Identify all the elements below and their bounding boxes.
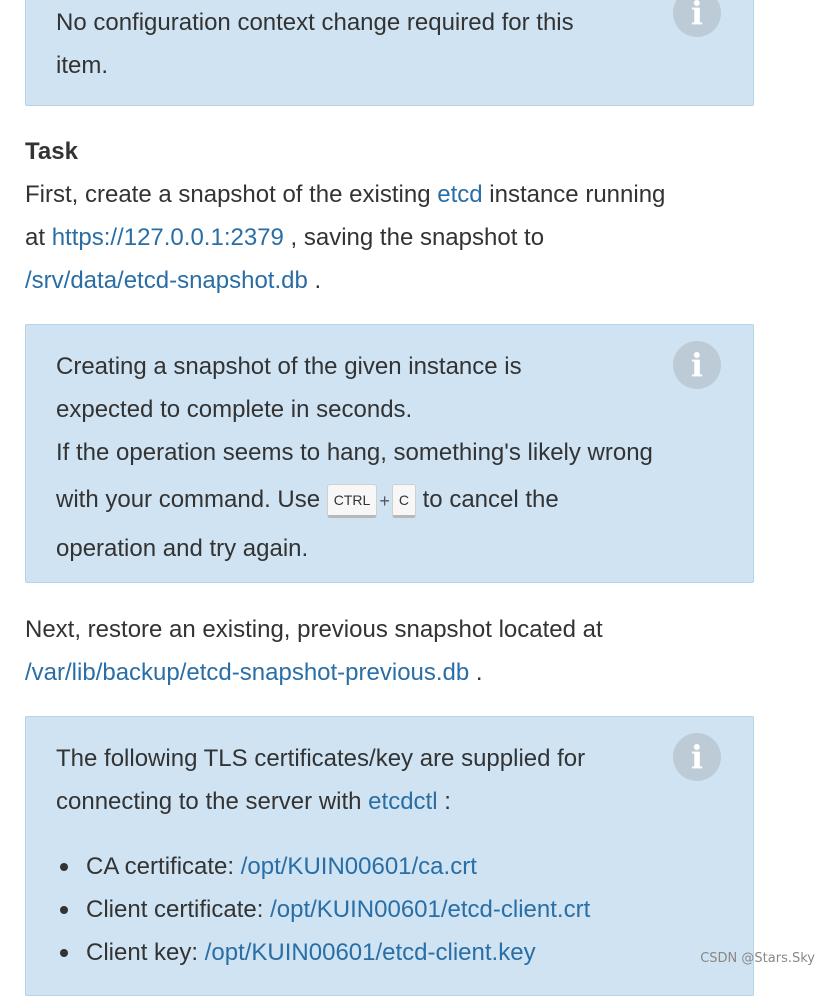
- restore-line1: Next, restore an existing, previous snapshot located at: [25, 616, 603, 643]
- watermark: CSDN @Stars.Sky: [700, 951, 815, 966]
- snapshot-note-line4-post: to cancel the: [415, 486, 559, 513]
- task-line1-post: instance running: [482, 181, 666, 208]
- etcdctl-code: etcdctl: [368, 788, 438, 815]
- ctrl-key: CTRL: [327, 484, 378, 518]
- cert-path-code: /opt/KUIN00601/etcd-client.key: [204, 939, 536, 966]
- snapshot-note: [25, 324, 754, 583]
- task-line2-text: at: [25, 224, 52, 251]
- snapshot-note-line2: expected to complete in seconds.: [56, 396, 413, 423]
- info-icon: i: [673, 733, 721, 781]
- cert-path-code: /opt/KUIN00601/etcd-client.crt: [270, 896, 591, 923]
- tls-note-line2-post: :: [437, 788, 451, 815]
- tls-note-line1: The following TLS certificates/key are supplied for: [56, 745, 586, 772]
- snapshot-note-line5: operation and try again.: [56, 535, 309, 562]
- context-note-line1: No configuration context change required for this: [56, 9, 574, 36]
- previous-snapshot-path-code: /var/lib/backup/etcd-snapshot-previous.db: [25, 659, 470, 686]
- info-icon: i: [673, 341, 721, 389]
- task-line3: [25, 259, 321, 302]
- cert-list: [26, 845, 673, 974]
- context-note: [25, 0, 754, 106]
- cert-label: CA certificate:: [86, 853, 241, 880]
- tls-note-line2: [56, 780, 673, 823]
- snapshot-note-line1: Creating a snapshot of the given instance is: [56, 353, 522, 380]
- cert-path-code: /opt/KUIN00601/ca.crt: [240, 853, 477, 880]
- restore-line2-post: .: [469, 659, 483, 686]
- snapshot-path-code: /srv/data/etcd-snapshot.db: [25, 267, 308, 294]
- cert-label: Client key:: [86, 939, 205, 966]
- snapshot-note-line4: [56, 474, 673, 527]
- task-line1: [25, 173, 665, 216]
- restore-line2: [25, 651, 483, 694]
- task-line2: [25, 216, 544, 259]
- tls-note-line2-text: connecting to the server with: [56, 788, 369, 815]
- etcd-code: etcd: [437, 181, 483, 208]
- info-icon: i: [673, 0, 721, 37]
- list-item: [26, 888, 673, 931]
- plus-sign: +: [379, 491, 390, 511]
- snapshot-note-line4-text: with your command. Use: [56, 486, 327, 513]
- endpoint-code: https://127.0.0.1:2379: [51, 224, 284, 251]
- tls-note: [25, 716, 754, 996]
- c-key: C: [392, 484, 416, 518]
- task-heading: Task: [25, 138, 78, 165]
- task-line2-post: , saving the snapshot to: [283, 224, 545, 251]
- cert-label: Client certificate:: [86, 896, 271, 923]
- task-line1-text: First, create a snapshot of the existing: [25, 181, 438, 208]
- context-note-line2: item.: [56, 52, 109, 79]
- list-item: [26, 931, 673, 974]
- task-line3-post: .: [307, 267, 322, 294]
- snapshot-note-line3: If the operation seems to hang, something's likely wrong: [56, 439, 653, 466]
- list-item: [26, 845, 673, 888]
